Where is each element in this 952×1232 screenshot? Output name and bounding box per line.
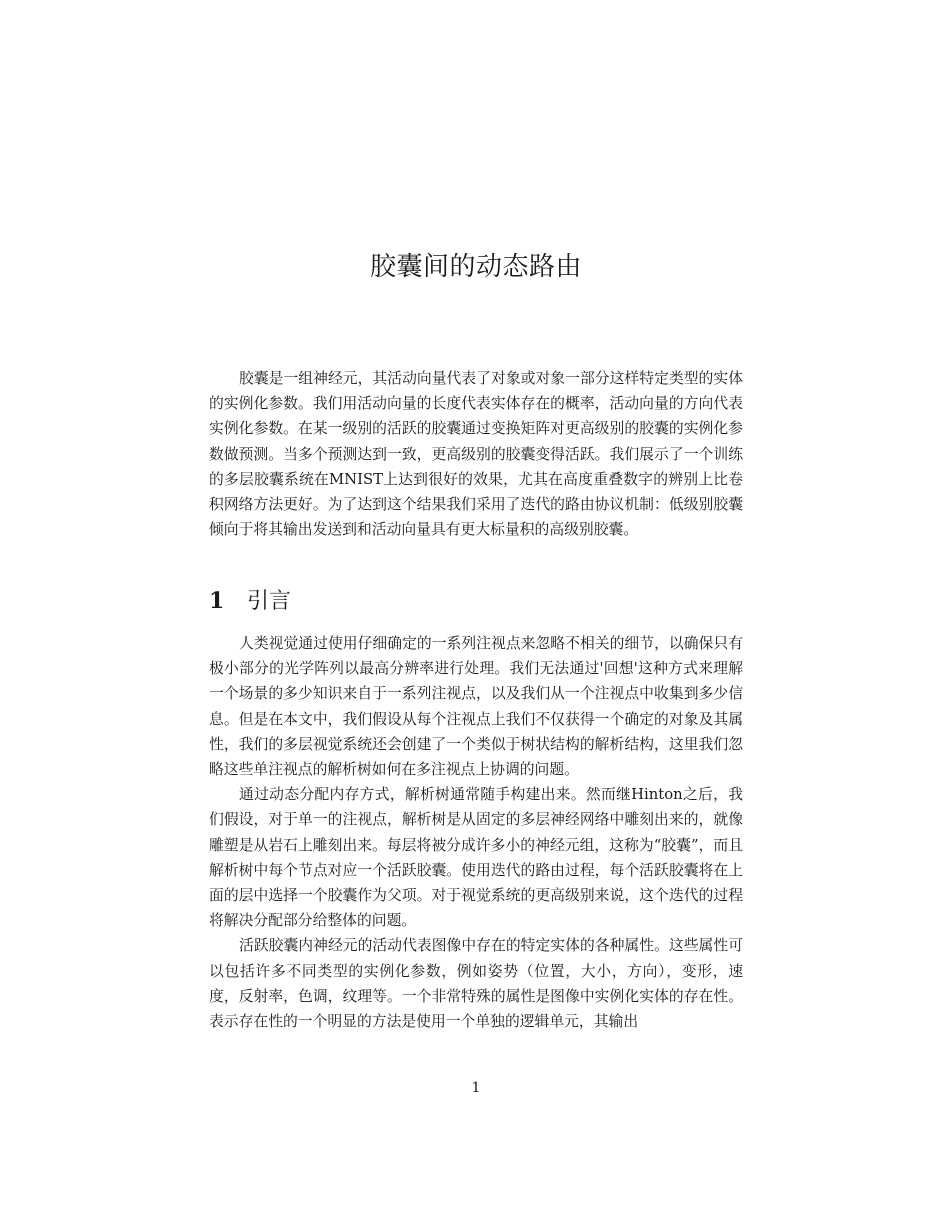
- section-number: 1: [209, 588, 225, 614]
- abstract-paragraph: 胶囊是一组神经元，其活动向量代表了对象或对象一部分这样特定类型的实体的实例化参数。我们用活动向量的长度代表实体存在的概率，活动向量的方向代表实例化参数。在某一级别的活跃的胶囊通过变换矩阵对更高级别的胶囊的实例化参数做预测。当多个预测达到一致，更高级别的胶囊变得活跃。我们展示了一个训练的多层胶囊系统在MNIST上达到很好的效果，尤其在高度重叠数字的辨别上比卷积网络方法更好。为了达到这个结果我们采用了迭代的路由协议机制：低级别胶囊倾向于将其输出发送到和活动向量具有更大标量积的高级别胶囊。: [209, 370, 743, 539]
- section-heading: [209, 584, 291, 619]
- body-paragraph: 活跃胶囊内神经元的活动代表图像中存在的特定实体的各种属性。这些属性可以包括许多不同类型的实例化参数，例如姿势（位置，大小，方向），变形，速度，反射率，色调，纹理等。一个非常特殊的属性是图像中实例化实体的存在性。表示存在性的一个明显的方法是使用一个单独的逻辑单元，其输出: [209, 937, 743, 1031]
- body-paragraph: 人类视觉通过使用仔细确定的一系列注视点来忽略不相关的细节，以确保只有极小部分的光学阵列以最高分辨率进行处理。我们无法通过'回想'这种方式来理解一个场景的多少知识来自于一系列注视点，以及我们从一个注视点中收集到多少信息。但是在本文中，我们假设从每个注视点上我们不仅获得一个确定的对象及其属性，我们的多层视觉系统还会创建了一个类似于树状结构的解析结构，这里我们忽略这些单注视点的解析树如何在多注视点上协调的问题。: [209, 635, 743, 779]
- paper-title: 胶囊间的动态路由: [369, 252, 582, 282]
- section-body: [209, 631, 743, 1034]
- body-paragraph: 通过动态分配内存方式，解析树通常随手构建出来。然而继Hinton之后，我们假设，对于单一的注视点，解析树是从固定的多层神经网络中雕刻出来的，就像雕塑是从岩石上雕刻出来。每层将被分成许多小的神经元组，这称为“胶囊”，而且解析树中每个节点对应一个活跃胶囊。使用迭代的路由过程，每个活跃胶囊将在上面的层中选择一个胶囊作为父项。对于视觉系统的更高级别来说，这个迭代的过程将解决分配部分给整体的问题。: [209, 786, 743, 930]
- section-title: 引言: [247, 589, 292, 614]
- page-number: 1: [471, 1080, 481, 1096]
